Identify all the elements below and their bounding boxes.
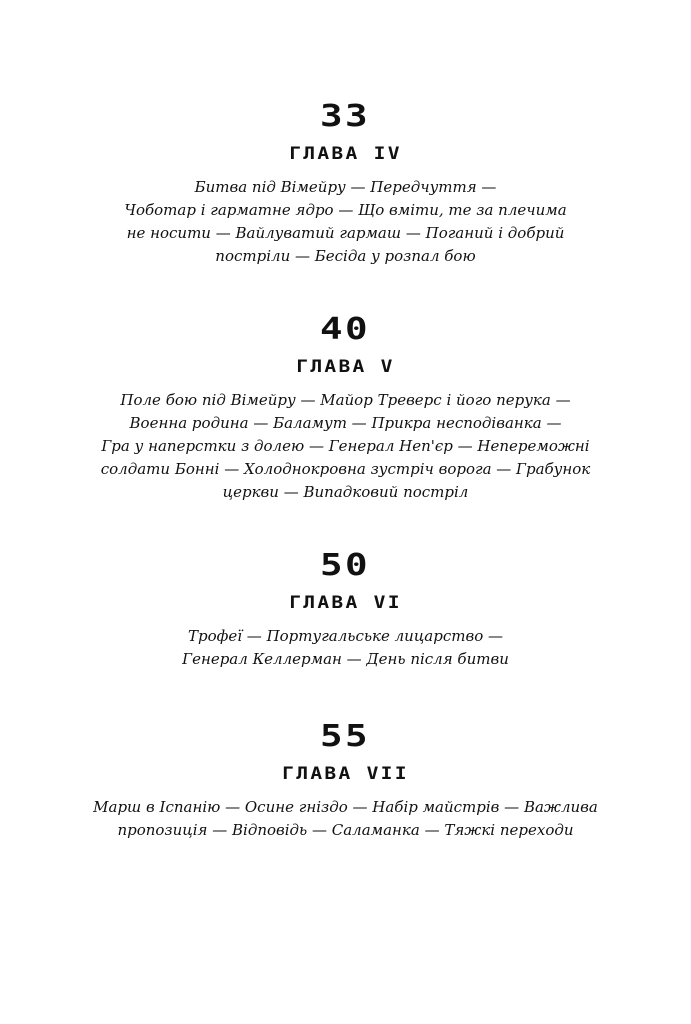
chapter-title: ГЛАВА VII [282, 764, 409, 784]
summary-line: Гра у наперстки з долею — Генерал Неп'єр — Непереможні [101, 437, 590, 455]
chapter-summary [0, 176, 691, 268]
summary-line: пропозиція — Відповідь — Саламанка — Тяжкі переходи [117, 821, 574, 839]
summary-line: постріли — Бесіда у розпал бою [215, 247, 476, 265]
toc-entry-chapter-4 [0, 99, 691, 268]
chapter-title: ГЛАВА VI [289, 593, 402, 613]
chapter-summary [0, 625, 691, 671]
summary-line: Трофеї — Португальське лицарство — [187, 627, 503, 645]
toc-entry-chapter-6 [0, 548, 691, 671]
page-number: 55 [320, 719, 371, 754]
toc-entry-chapter-7 [0, 719, 691, 842]
summary-line: Марш в Іспанію — Осине гніздо — Набір майстрів — Важлива [93, 798, 598, 816]
chapter-title: ГЛАВА V [296, 357, 395, 377]
chapter-summary [0, 389, 691, 504]
summary-line: не носити — Вайлуватий гармаш — Поганий і добрий [126, 224, 565, 242]
page-number: 50 [320, 548, 371, 583]
summary-line: церкви — Випадковий постріл [222, 483, 469, 501]
summary-line: Военна родина — Баламут — Прикра несподіванка — [129, 414, 562, 432]
toc-entry-chapter-5 [0, 312, 691, 504]
chapter-title: ГЛАВА IV [289, 144, 402, 164]
summary-line: Битва під Вімейру — Передчуття — [194, 178, 497, 196]
chapter-summary [0, 796, 691, 842]
page-number: 40 [320, 312, 371, 347]
summary-line: Генерал Келлерман — День після битви [182, 650, 509, 668]
summary-line: Чоботар і гарматне ядро — Що вміти, те за плечима [124, 201, 567, 219]
page-number: 33 [320, 99, 371, 134]
summary-line: Поле бою під Вімейру — Майор Треверс і його перука — [120, 391, 571, 409]
summary-line: солдати Бонні — Холоднокровна зустріч ворога — Грабунок [100, 460, 591, 478]
